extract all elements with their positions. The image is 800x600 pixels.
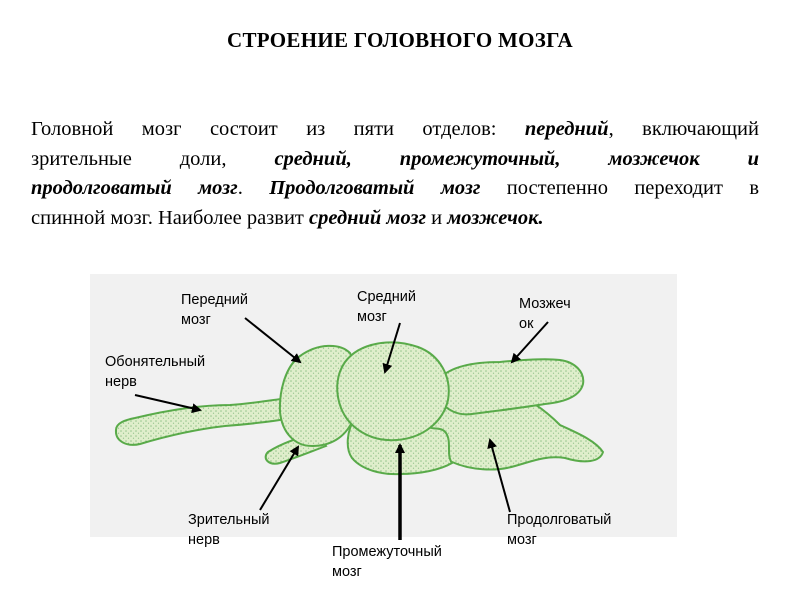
body-text: и — [426, 206, 448, 229]
midbrain-shape — [337, 342, 449, 440]
olfactory-nerve-shape — [116, 398, 292, 445]
emphasis-text: продолговатый мозг — [31, 177, 238, 199]
label-optic-nerve: Зрительный нерв — [188, 512, 270, 548]
label-medulla: Продолговатый мозг — [507, 512, 612, 548]
emphasis-text: передний — [524, 118, 609, 140]
label-midbrain: Средний мозг — [357, 289, 416, 325]
label-diencephalon: Промежуточный мозг — [332, 544, 442, 580]
emphasis-text: мозжечок. — [447, 206, 544, 229]
emphasis-text: средний мозг — [309, 206, 427, 229]
body-text: зрительные доли, — [31, 147, 275, 170]
body-text: спинной мозг. Наиболее развит — [31, 206, 310, 229]
label-olfactory-nerve: Обонятельный нерв — [105, 354, 206, 390]
cerebellum-shape — [437, 359, 583, 414]
emphasis-text: Продолговатый мозг — [269, 177, 481, 199]
label-forebrain: Передний мозг — [181, 292, 248, 328]
body-text: Головной мозг состоит из пяти отделов: — [31, 118, 525, 140]
label-cerebellum: Мозжеч ок — [519, 296, 571, 332]
body-text: , включающий — [608, 118, 759, 140]
body-text: постепенно переходит в — [480, 177, 760, 199]
page-title: СТРОЕНИЕ ГОЛОВНОГО МОЗГА — [226, 28, 574, 52]
emphasis-text: средний, промежуточный, мозжечок и — [274, 147, 759, 170]
body-text: . — [237, 177, 270, 199]
